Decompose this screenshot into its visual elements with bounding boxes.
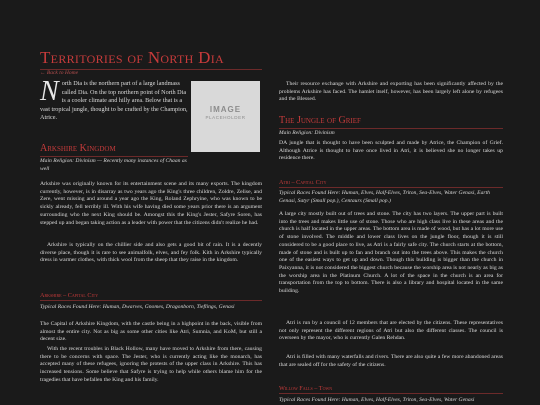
atri-divider bbox=[279, 187, 503, 188]
drop-cap: N bbox=[40, 76, 59, 107]
jungle-heading: The Jungle of Grief bbox=[279, 115, 361, 126]
willow-falls-races: Typical Races Found Here: Human, Elves, Half-Elves, Triton, Sea-Elves, Water Genasi bbox=[279, 397, 475, 403]
arkshire-capital-heading: Arkshire – Capital City bbox=[40, 292, 99, 299]
arkshire-capital-divider bbox=[40, 300, 262, 301]
back-to-home-link[interactable]: ← Back to Home bbox=[40, 70, 79, 76]
arkshire-capital-paragraph-1: The Capital of Arkshire Kingdom, with the castle being in a highpoint in the back, visible from almost the entire city. Not as big as some other cities like Atri, Sumnia, and KoM, but still a decent size. bbox=[40, 321, 262, 343]
page-title: Territories of North Dia bbox=[40, 48, 224, 67]
atri-paragraph-2: Atri is run by a council of 12 members that are elected by the citizens. These representatives not only represent the different regions of Atri but also the different classes. The council is overseen by the mayor, who is currently Galen Rehdan. bbox=[279, 320, 503, 342]
arkshire-religion: Main Religion: Divinism — Recently many instances of Chaan as well bbox=[40, 158, 187, 172]
arkshire-capital-paragraph-2: With the recent troubles in Black Hollow, many have moved to Arkshire from there, causing there to be concerns with space. The Jester, who is currently acting like the monarch, has accepted many of these refugees, ignoring the protests of the upper class in Arkshire. This has increased tensions. Some believe that Safyre is trying to help while others blame him for the tragedies that have befallen the King and his family. bbox=[40, 346, 262, 383]
atri-paragraph-1: A large city mostly built out of trees and stone. The city has two layers. The upper part is built into the trees and makes little use of stone. Those who are high class live in these areas and the church is half located in the upper areas. The bottom area is made of wood, but has a lot more use of stone involved. The middle and lower class lives on the jungle floor, though it is still considered to be a good place to live, as Atri is a fairly safe city. The church starts at the bottom, made of stone and is built up to fan and branch out into the trees above. This makes the church one of the easiest ways to get up and down. Though this building is bigger than the church in Paixyanna, it is not considered the biggest church because the worship area is not nearly as big as the worship area in the Platinum Church. A lot of the space in the church is an area for transportation from the top to bottom. There is also a library and hospital located in the same building. bbox=[279, 211, 503, 295]
atri-paragraph-3: Atri is filled with many waterfalls and rivers. There are also quite a few more abandoned areas that are sealed off for the safety of the citizens. bbox=[279, 354, 503, 368]
jungle-paragraph: DA jungle that is thought to have been sculpted and made by Atrice, the Champion of Grief. Although Atrice is thought to have once lived in Atri, it is believed she no longer takes up residence there. bbox=[279, 140, 503, 162]
intro-paragraph bbox=[40, 76, 188, 123]
image-placeholder bbox=[191, 81, 260, 152]
atri-races: Typical Races Found Here: Human, Elves, Half-Elves, Triton, Sea-Elves, Water Genasi, Earth Genasi, Satyr (Small pop.), Centaurs (Small pop.) bbox=[279, 190, 490, 204]
arkshire-paragraph-2: Arkshire is typically on the chillier side and also gets a good bit of rain. It is a decently diverse place, though it is rare to see animalfolk, elves, and fey folk. Kith in Arkshire typically dress in warmer clothes, with thick wool from the sheep that they raise in the kingdom. bbox=[40, 242, 262, 264]
jungle-religion: Main Religion: Divinism bbox=[279, 130, 335, 136]
arkshire-paragraph-1: Arkshire was originally known for its entertainment scene and its many exports. The kingdom currently, however, is in disarray as two years ago the King's three children, Zoldre, Zelise, and Zere, went missing and around a year ago the King, Roland Zephryine, who was known to be sickly already, fell terribly ill. With his wife having died some years prior there is an argument surrounding who the next King should be. Amongst this the King's Jester, Safyre Soren, has stepped up and began taking action as a leader with power that the citizens didn't realize he had. bbox=[40, 181, 262, 226]
arkshire-capital-races: Typical Races Found Here: Human, Dwarves, Gnomes, Dragonborn, Tieflings, Genasi bbox=[40, 304, 235, 310]
jungle-divider bbox=[279, 128, 503, 129]
image-placeholder-subtitle: PLACEHOLDER bbox=[205, 115, 246, 120]
intro-text: orth Dia is the northern part of a large landmass called Dia. On the top northern point of North Dia is a cooler climate and hilly area. Below that is a vast tropical jungle, thought to be crafted by the Champion, Atrice. bbox=[40, 80, 188, 122]
image-placeholder-title: IMAGE bbox=[209, 105, 242, 114]
willow-falls-heading: Willow Falls – Town bbox=[279, 385, 333, 392]
willow-falls-divider bbox=[279, 393, 503, 394]
arkshire-divider bbox=[40, 156, 188, 157]
hamlet-paragraph: Their resource exchange with Arkshire and exporting has been significantly affected by the problems Arkshire has faced. The hamlet itself, however, has been largely left alone by refugees and the Blessed. bbox=[279, 81, 503, 103]
arkshire-heading: Arkshire Kingdom bbox=[40, 143, 116, 154]
atri-heading: Atri – Capital City bbox=[279, 179, 327, 186]
